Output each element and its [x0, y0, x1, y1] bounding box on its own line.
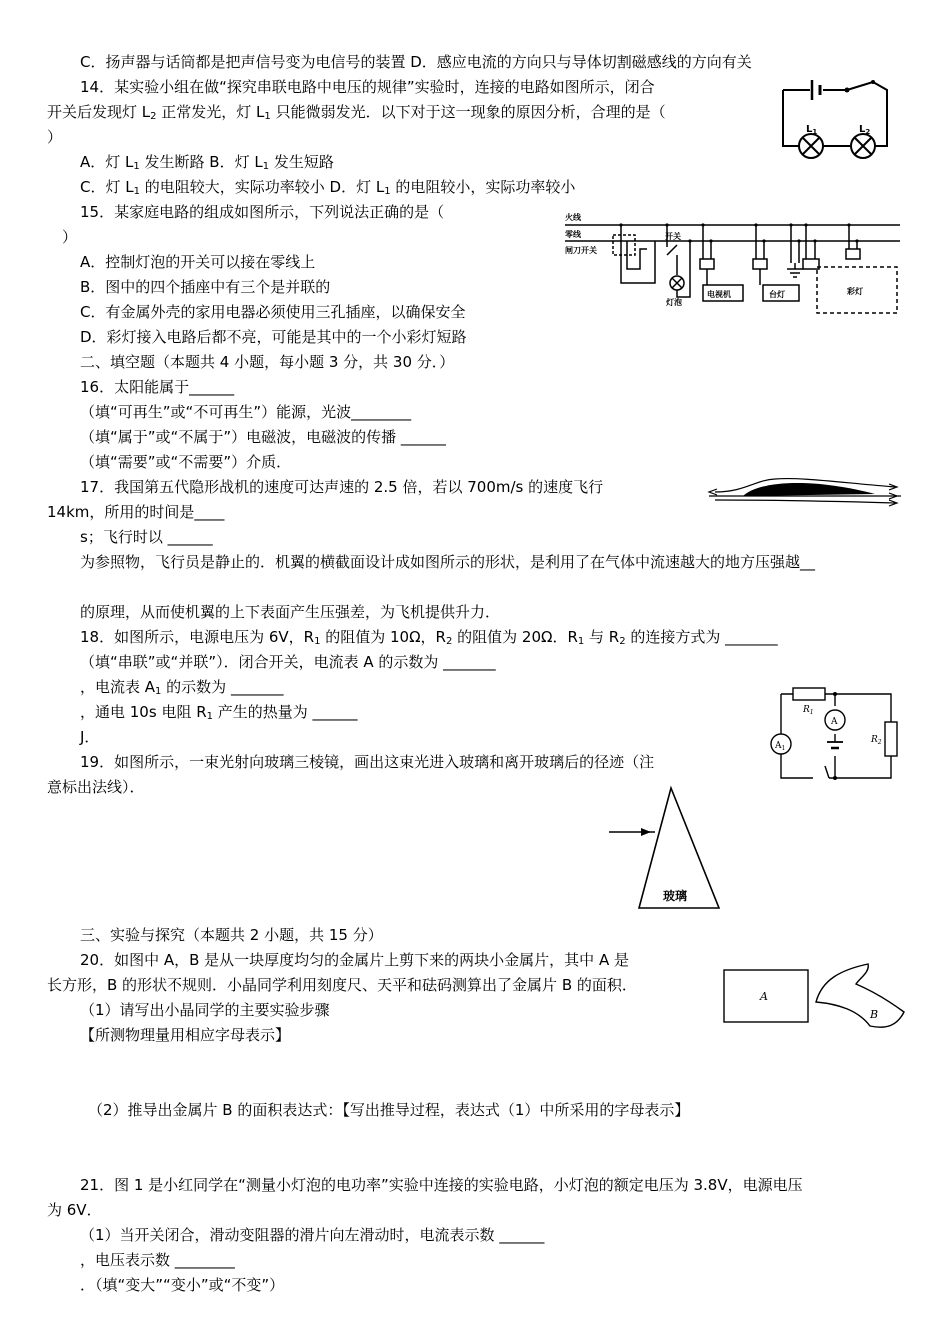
- question-20-part1: （1）请写出小晶同学的主要实验步骤: [80, 1001, 330, 1019]
- ammeter-a-label: A: [831, 717, 838, 727]
- piece-b-label: B: [870, 1008, 879, 1021]
- question-19-line2: 意标出法线）．: [47, 778, 145, 796]
- r1-label: $R_1$: [803, 705, 814, 716]
- wing-section-figure: [705, 472, 905, 508]
- option-15b: B．图中的四个插座中有三个是并联的: [80, 278, 331, 296]
- wing-shape: [743, 483, 875, 496]
- question-17-line3: s；飞行时以 ______: [80, 528, 213, 546]
- household-circuit-figure: [555, 205, 905, 325]
- glass-label: 玻璃: [663, 889, 688, 903]
- question-16-line3: （填“属于”或“不属于”）电磁波，电磁波的传播 ______: [80, 428, 446, 446]
- option-13c-13d: C．扬声器与话筒都是把声信号变为电信号的装置 D．感应电流的方向只与导体切割磁感线的方向有关: [80, 53, 752, 71]
- question-21-part1-line2: ，电压表示数 ________: [80, 1251, 235, 1269]
- prism-figure: [605, 784, 725, 912]
- string-lights-label: 彩灯: [847, 287, 863, 296]
- question-21-line1: 21．图 1 是小红同学在“测量小灯泡的电功率”实验中连接的实验电路，小灯泡的额定电压为 3.8V，电源电压: [80, 1176, 803, 1194]
- question-20-part1-note: 【所测物理量用相应字母表示】: [80, 1026, 291, 1044]
- option-14c-14d: C．灯 $L_1$ 的电阻较大，实际功率较小 D．灯 $L_1$ 的电阻较小，实际功率较小: [80, 178, 576, 197]
- question-14-paren: ）: [47, 128, 63, 146]
- ammeter-a1-label: $A_1$: [775, 741, 786, 752]
- question-18-line5: J．: [80, 728, 100, 746]
- question-16-line2: （填“可再生”或“不可再生”）能源，光波________: [80, 403, 412, 421]
- question-17-line4: 为参照物，飞行员是静止的．机翼的横截面设计成如图所示的形状，是利用了在气体中流速越大的地方压强越__: [80, 553, 816, 571]
- question-21-line2: 为 6V．: [47, 1201, 102, 1219]
- knife-switch-label: 闸刀开关: [565, 246, 597, 255]
- section-3-heading: 三、实验与探究（本题共 2 小题，共 15 分）: [80, 926, 383, 944]
- question-16-line1: 16．太阳能属于______: [80, 378, 235, 396]
- question-19-line1: 19．如图所示，一束光射向玻璃三棱镜，画出这束光进入玻璃和离开玻璃后的径迹（注: [80, 753, 655, 771]
- question-20-part2: （2）推导出金属片 B 的面积表达式：【写出推导过程，表达式（1）中所采用的字母表示】: [88, 1101, 690, 1119]
- question-21-part1: （1）当开关闭合，滑动变阻器的滑片向左滑动时，电流表示数 ______: [80, 1226, 545, 1244]
- r2-label: $R_2$: [871, 735, 882, 746]
- question-21-part1-line3: ．（填“变大”“变小”或“不变”）: [80, 1276, 285, 1294]
- ray-arrow-icon: [641, 828, 651, 836]
- ammeter-circuit-figure: [765, 682, 905, 784]
- option-14a-14b: A．灯 $L_1$ 发生断路 B．灯 $L_1$ 发生短路: [80, 153, 334, 172]
- option-15a: A．控制灯泡的开关可以接在零线上: [80, 253, 316, 271]
- question-17-line5: 的原理，从而使机翼的上下表面产生压强差，为飞机提供升力．: [80, 603, 501, 621]
- question-15-line1: 15．某家庭电路的组成如图所示，下列说法正确的是（: [80, 203, 445, 221]
- neutral-wire-label: 零线: [565, 230, 581, 239]
- question-18-line1: 18．如图所示，电源电压为 6V，$R_1$ 的阻值为 10Ω，$R_2$ 的阻值为 20Ω．$R_1$ 与 $R_2$ 的连接方式为 _______: [80, 628, 778, 647]
- question-20-line2: 长方形，B 的形状不规则．小晶同学利用刻度尺、天平和砝码测算出了金属片 B 的面积．: [47, 976, 637, 994]
- tv-label: 电视机: [707, 290, 731, 299]
- question-15-paren: ）: [62, 228, 78, 246]
- lamp2-label: $L_2$: [859, 124, 871, 136]
- desk-lamp-label: 台灯: [769, 290, 785, 299]
- series-circuit-figure: [775, 72, 895, 164]
- option-15c: C．有金属外壳的家用电器必须使用三孔插座，以确保安全: [80, 303, 466, 321]
- question-17-line1: 17．我国第五代隐形战机的速度可达声速的 2.5 倍，若以 700m/s 的速度飞行: [80, 478, 604, 496]
- metal-pieces-figure: [720, 960, 910, 1036]
- question-18-line4: ，通电 10s 电阻 $R_1$ 产生的热量为 ______: [80, 703, 358, 722]
- lamp1-label: $L_1$: [806, 124, 818, 136]
- section-2-heading: 二、填空题（本题共 4 小题，每小题 3 分，共 30 分．）: [80, 353, 455, 371]
- question-20-line1: 20．如图中 A，B 是从一块厚度均匀的金属片上剪下来的两块小金属片，其中 A 是: [80, 951, 629, 969]
- question-18-line2: （填“串联”或“并联”）．闭合开关，电流表 A 的示数为 _______: [80, 653, 496, 671]
- live-wire-label: 火线: [565, 213, 581, 222]
- question-14-line2: 开关后发现灯 $L_2$ 正常发光，灯 $L_1$ 只能微弱发光．以下对于这一现象的原因分析，合理的是（: [47, 103, 666, 122]
- option-15d: D．彩灯接入电路后都不亮，可能是其中的一个小彩灯短路: [80, 328, 467, 346]
- question-14-line1: 14．某实验小组在做“探究串联电路中电压的规律”实验时，连接的电路如图所示，闭合: [80, 78, 655, 96]
- question-16-line4: （填“需要”或“不需要”）介质．: [80, 453, 292, 471]
- question-17-line2: 14km，所用的时间是____: [47, 503, 225, 521]
- piece-a-label: A: [760, 990, 768, 1003]
- bulb-label: 灯泡: [666, 298, 682, 307]
- switch-label: 开关: [665, 232, 681, 241]
- piece-b-shape: [816, 964, 904, 1027]
- question-18-line3: ，电流表 $A_1$ 的示数为 _______: [80, 678, 284, 697]
